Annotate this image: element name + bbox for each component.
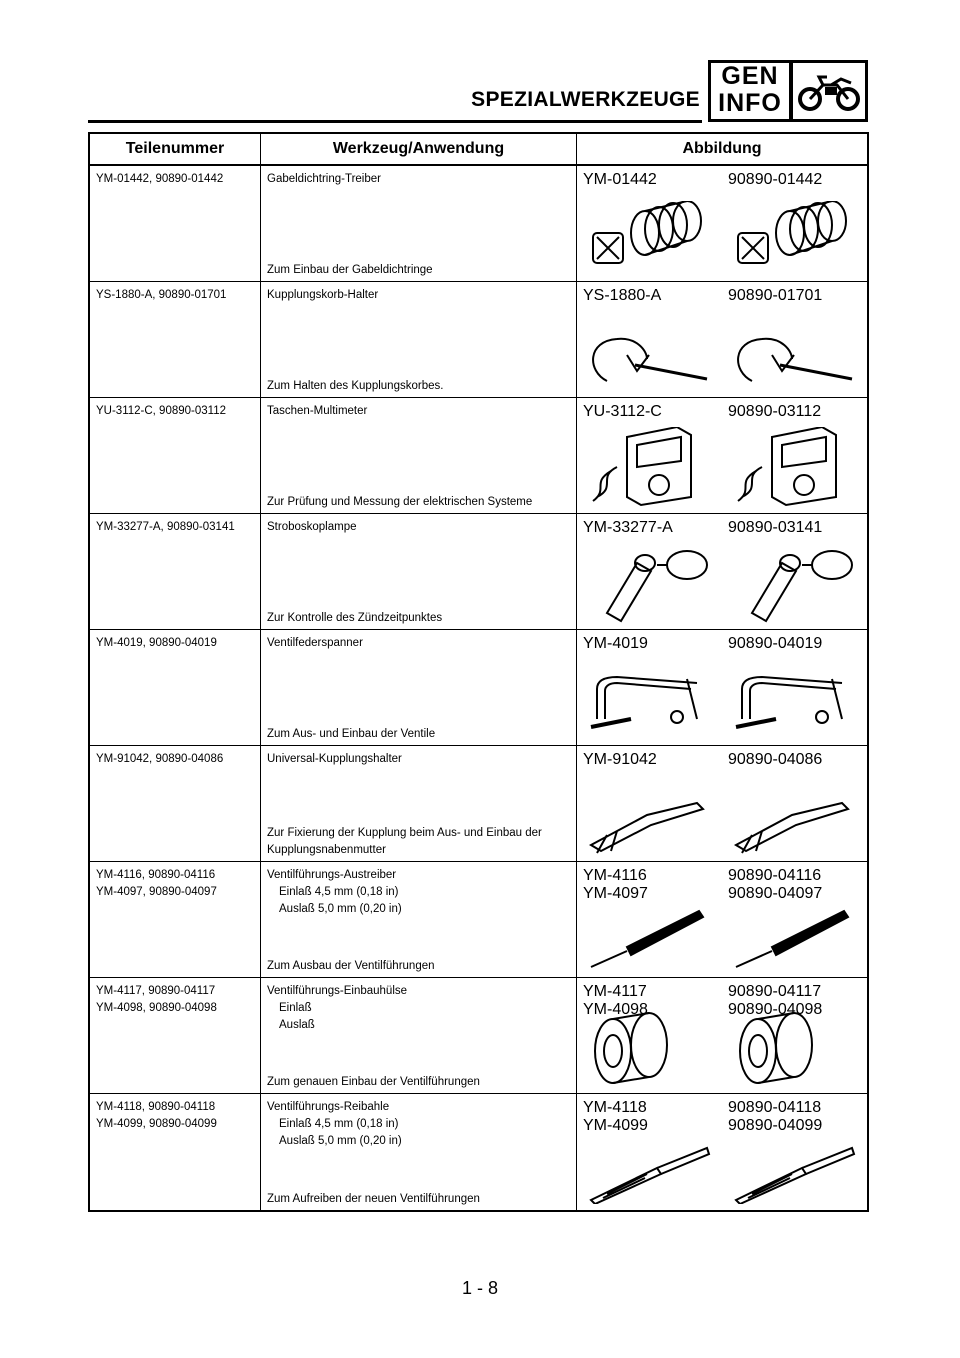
tool-name: Stroboskoplampe (267, 521, 357, 533)
part-number: YU-3112-C, 90890-03112 (96, 405, 226, 417)
table-row (90, 630, 867, 746)
illustration-a (577, 166, 722, 281)
image-label-b: 90890-03112 (728, 403, 822, 420)
image-label-b: 90890-04086 (728, 751, 823, 768)
part-number-cell (90, 282, 261, 397)
table-row (90, 166, 867, 282)
part-number: YM-33277-A, 90890-03141 (96, 521, 235, 533)
tool-detail: Einlaß 4,5 mm (0,18 in) (279, 1118, 399, 1130)
illustration-cell (577, 166, 867, 281)
illustration-cell (577, 1094, 867, 1210)
gen-info-badge (708, 60, 792, 122)
image-label-a: YM-91042 (583, 751, 657, 768)
tool-name: Ventilführungs-Einbauhülse (267, 985, 408, 997)
special-tools-table (88, 132, 869, 1212)
illustration-b (722, 746, 867, 861)
part-number-cell (90, 630, 261, 745)
tool-usage: Zur Prüfung und Messung der elektrischen Systeme (267, 496, 533, 508)
table-row (90, 746, 867, 862)
illustration-b (722, 1094, 867, 1210)
motorcycle-badge (790, 60, 868, 122)
motorcycle-icon (797, 71, 861, 113)
tool-usage: Zum genauen Einbau der Ventilführungen (267, 1076, 480, 1088)
illustration-a (577, 630, 722, 745)
table-row (90, 978, 867, 1094)
tool-usage-cell (261, 862, 577, 977)
illustration-cell (577, 282, 867, 397)
tool-detail: Auslaß 5,0 mm (0,20 in) (279, 903, 402, 915)
image-label-b: 90890-03141 (728, 519, 823, 536)
image-label-b: 90890-04098 (728, 1001, 823, 1018)
table-row (90, 398, 867, 514)
part-number-cell (90, 862, 261, 977)
part-number: YM-4116, 90890-04116 (96, 869, 216, 881)
illustration-b (722, 514, 867, 629)
page-number: 1 - 8 (461, 1278, 499, 1298)
header-tool-usage: Werkzeug/Anwendung (261, 134, 577, 164)
image-label-a: YU-3112-C (583, 403, 662, 420)
table-row (90, 862, 867, 978)
part-number-cell (90, 1094, 261, 1210)
header-rule (88, 120, 702, 123)
badge-line-1: GEN (721, 62, 779, 90)
tool-name: Ventilführungs-Reibahle (267, 1101, 390, 1113)
part-number-cell (90, 398, 261, 513)
illustration-b (722, 630, 867, 745)
tool-name: Ventilführungs-Austreiber (267, 869, 397, 881)
tool-usage-cell (261, 746, 577, 861)
image-label-b: 90890-04019 (728, 635, 823, 652)
image-label-b: 90890-04097 (728, 885, 823, 902)
table-row (90, 514, 867, 630)
illustration-cell (577, 514, 867, 629)
tool-usage-cell (261, 398, 577, 513)
part-number: YM-4019, 90890-04019 (96, 637, 217, 649)
tool-usage-cell (261, 630, 577, 745)
illustration-a (577, 282, 722, 397)
part-number: YM-4117, 90890-04117 (96, 985, 216, 997)
illustration-cell (577, 862, 867, 977)
illustration-a (577, 978, 722, 1093)
tool-usage: Zur Kontrolle des Zündzeitpunktes (267, 612, 443, 624)
tool-usage-cell (261, 514, 577, 629)
tool-detail: Einlaß (279, 1002, 312, 1014)
header-illustration: Abbildung (682, 140, 762, 157)
tool-usage: Zum Aus- und Einbau der Ventile (267, 728, 436, 740)
image-label-a: YM-4097 (583, 885, 648, 902)
tool-detail: Auslaß 5,0 mm (0,20 in) (279, 1135, 402, 1147)
image-label-a: YM-4098 (583, 1001, 648, 1018)
part-number: YS-1880-A, 90890-01701 (96, 289, 227, 301)
part-number: YM-91042, 90890-04086 (96, 753, 224, 765)
image-label-b: 90890-01442 (728, 171, 823, 188)
image-label-b: 90890-04099 (728, 1117, 823, 1134)
page-title: SPEZIALWERKZEUGE (471, 88, 700, 111)
image-label-b: 90890-04116 (728, 867, 822, 884)
table-header (90, 134, 867, 166)
tool-name: Taschen-Multimeter (267, 405, 368, 417)
image-label-a: YM-4099 (583, 1117, 648, 1134)
badge-line-2: INFO (718, 89, 782, 117)
illustration-b (722, 282, 867, 397)
image-label-a: YM-01442 (583, 171, 657, 188)
illustration-cell (577, 746, 867, 861)
tool-usage-cell (261, 978, 577, 1093)
tool-usage-cell (261, 282, 577, 397)
image-label-a: YM-4117 (583, 983, 647, 1000)
table-row (90, 1094, 867, 1210)
illustration-a (577, 862, 722, 977)
tool-usage: Zur Fixierung der Kupplung beim Aus- und Einbau der Kupplungsnabenmutter (267, 827, 542, 856)
image-label-a: YM-4118 (583, 1099, 647, 1116)
tool-name: Kupplungskorb-Halter (267, 289, 379, 301)
header-part-number: Teilenummer (90, 134, 261, 164)
part-number: YM-4099, 90890-04099 (96, 1118, 217, 1130)
illustration-cell (577, 978, 867, 1093)
tool-usage: Zum Halten des Kupplungskorbes. (267, 380, 444, 392)
tool-usage: Zum Einbau der Gabeldichtringe (267, 264, 433, 276)
tool-usage: Zum Aufreiben der neuen Ventilführungen (267, 1193, 480, 1205)
tool-name: Ventilfederspanner (267, 637, 363, 649)
table-body (90, 166, 867, 1210)
illustration-cell (577, 398, 867, 513)
tool-detail: Einlaß 4,5 mm (0,18 in) (279, 886, 399, 898)
tool-name: Universal-Kupplungshalter (267, 753, 402, 765)
illustration-a (577, 1094, 722, 1210)
part-number: YM-4097, 90890-04097 (96, 886, 217, 898)
image-label-b: 90890-04117 (728, 983, 822, 1000)
page-header (88, 60, 868, 124)
image-label-a: YM-4019 (583, 635, 648, 652)
part-number: YM-4118, 90890-04118 (96, 1101, 216, 1113)
illustration-b (722, 978, 867, 1093)
tool-usage: Zum Ausbau der Ventilführungen (267, 960, 435, 972)
illustration-b (722, 166, 867, 281)
illustration-b (722, 398, 867, 513)
part-number-cell (90, 978, 261, 1093)
image-label-b: 90890-04118 (728, 1099, 822, 1116)
illustration-a (577, 746, 722, 861)
illustration-a (577, 514, 722, 629)
illustration-b (722, 862, 867, 977)
illustration-a (577, 398, 722, 513)
image-label-a: YS-1880-A (583, 287, 662, 304)
illustration-cell (577, 630, 867, 745)
tool-usage-cell (261, 1094, 577, 1210)
part-number: YM-01442, 90890-01442 (96, 173, 224, 185)
table-row (90, 282, 867, 398)
part-number: YM-4098, 90890-04098 (96, 1002, 217, 1014)
part-number-cell (90, 746, 261, 861)
image-label-b: 90890-01701 (728, 287, 823, 304)
tool-name: Gabeldichtring-Treiber (267, 173, 381, 185)
part-number-cell (90, 514, 261, 629)
image-label-a: YM-33277-A (583, 519, 673, 536)
image-label-a: YM-4116 (583, 867, 647, 884)
part-number-cell (90, 166, 261, 281)
tool-detail: Auslaß (279, 1019, 315, 1031)
tool-usage-cell (261, 166, 577, 281)
